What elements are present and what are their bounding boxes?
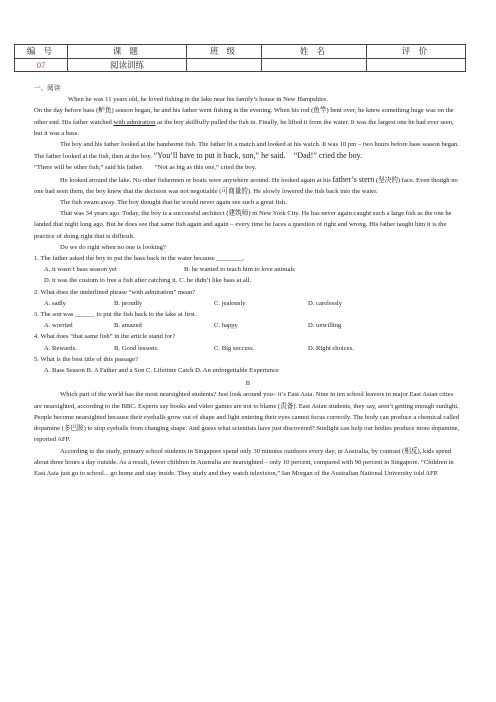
- questions: [34, 253, 462, 376]
- question-options: [34, 298, 462, 309]
- option: C. Big success.: [214, 344, 255, 352]
- underlined-phrase: with admiration: [113, 118, 156, 126]
- paragraph: Which part of the world has the most nearsighted students? Just look around you– it’s East Asia. Nine in ten school leavers in major East Asian cities are nearsighted, according to the BBC. Experts say books and video games are not to blame (责备). East Asian students, they say, aren’t getting enough sunlight. People become nearsighted because their eyeballs grow out of shape and light entering their eyes cannot focus correctly. The body can produce a chemical called dopamine (多巴胺) to stop eyeballs from changing shape. And guess what scientists have just discovered? Sunlight can help our bodies produce more dopamine, reported AFP.: [34, 391, 460, 444]
- option: A. worried: [44, 322, 73, 330]
- option: A. it wasn’t bass season yet: [44, 266, 117, 274]
- paragraph: According to the study, primary school students in Singapore spend only 30 minutes outdoors every day, in Australia, by contrast (相反), kids spend about three hours a day outside. As a result, fewer children in Australia are nearsighted – only 10 percent, compared with 90 percent in Singapore. “Children in East Asia just go to school... go home and stay inside. They study and they watch television,” Ian Morgan of the Australian National University told AFP.: [34, 447, 454, 477]
- question-stem: 3. The son was ______ to put the fish back to the lake at first.: [34, 311, 197, 319]
- paragraph: The fish swam away. The boy thought that he would never again see such a great fish.: [60, 199, 287, 207]
- cell-topic: 阅读训练: [68, 58, 187, 72]
- option: B. he wanted to teach him to love animals: [184, 266, 295, 274]
- option: A. Bass Season B. A Father and a Son C. Lifetime Catch D. An unforgettable Experience: [44, 367, 279, 375]
- paragraph: Do we do right when no one is looking?: [60, 243, 166, 251]
- col-topic: 课 题: [68, 45, 187, 59]
- option: C. jealously: [214, 299, 246, 307]
- option: B. proudly: [114, 299, 143, 307]
- question-options: [34, 320, 462, 331]
- question-stem: 2. What does the underlined phrase “with admiration” mean?: [34, 288, 196, 296]
- question-stem: 1. The father asked the boy to put the bass back in the water because ________.: [34, 255, 245, 263]
- option: D. Right choices.: [308, 344, 354, 352]
- question-stem: 5. What is the best title of this passage?: [34, 355, 139, 363]
- paragraph: That was 34 years ago. Today, the boy is a successful architect (建筑师) in New York City. He has never again caught such a large fish as the one he landed that night long ago. But he does see that same fish again and again – every time he faces a question of right and wrong. His father taught him it is the practice of doing right that is difficult.: [34, 210, 452, 240]
- question-options: [34, 343, 462, 354]
- section-b-label: B: [245, 380, 251, 388]
- cell-rating: [367, 58, 466, 72]
- question-stem: 4. What does “that same fish” in the article stand for?: [34, 333, 176, 341]
- option: A. Rewards.: [44, 344, 77, 352]
- paragraph: The boy and his father looked at the handsome fish. The father lit a match and looked at his watch. It was 10 pm – two hours before bass season began. The father looked at the fish, then at the boy. “You’ll have to put it back, son,” he said. “Dad!” cried the boy.: [34, 141, 459, 161]
- option: B. Good lessons.: [114, 344, 159, 352]
- passage-a: [34, 83, 462, 479]
- col-class: 班 级: [187, 45, 262, 59]
- option: C. happy: [214, 322, 238, 330]
- option: B. amazed: [114, 322, 142, 330]
- option: D. unwilling: [308, 322, 342, 330]
- paragraph: “There will be other fish,” said his father. “Not as big as this one,” cried the boy.: [34, 164, 257, 172]
- col-name: 姓 名: [262, 45, 367, 59]
- question-options: [34, 264, 462, 275]
- option: D. it was the custom to free a fish after catching it. C. he didn’t like bass at all.: [44, 277, 252, 285]
- paragraph: When he was 11 years old, he loved fishing in the lake near his family’s house in New Hampshire.: [68, 96, 328, 104]
- paragraph: On the day before bass (鲈鱼) season began, he and his father went fishing in the evening. When his rod (鱼竿) bent over, he knew something huge was on the other end. His father watched with admiration as the boy skillfully pulled the fish in. Finally, he lifted it from the water. It was the largest one he had ever seen, but it was a bass.: [34, 107, 454, 137]
- header-table: [14, 44, 466, 72]
- col-number: 编 号: [15, 45, 68, 59]
- cell-name: [262, 58, 367, 72]
- section-title: 一、阅读: [34, 85, 61, 92]
- cell-class: [187, 58, 262, 72]
- option: D. carelessly: [308, 299, 343, 307]
- option: A. sadly: [44, 299, 66, 307]
- cell-number: 07: [15, 58, 68, 72]
- paragraph: He looked around the lake. No other fishermen or boats were anywhere around. He looked again at his father’s stern (坚决的) face. Even though no one had seen them, the boy knew that the decision was not negotiable (可商量的). He slowly lowered the fish back into the water.: [34, 174, 458, 195]
- col-rating: 评 价: [367, 45, 466, 59]
